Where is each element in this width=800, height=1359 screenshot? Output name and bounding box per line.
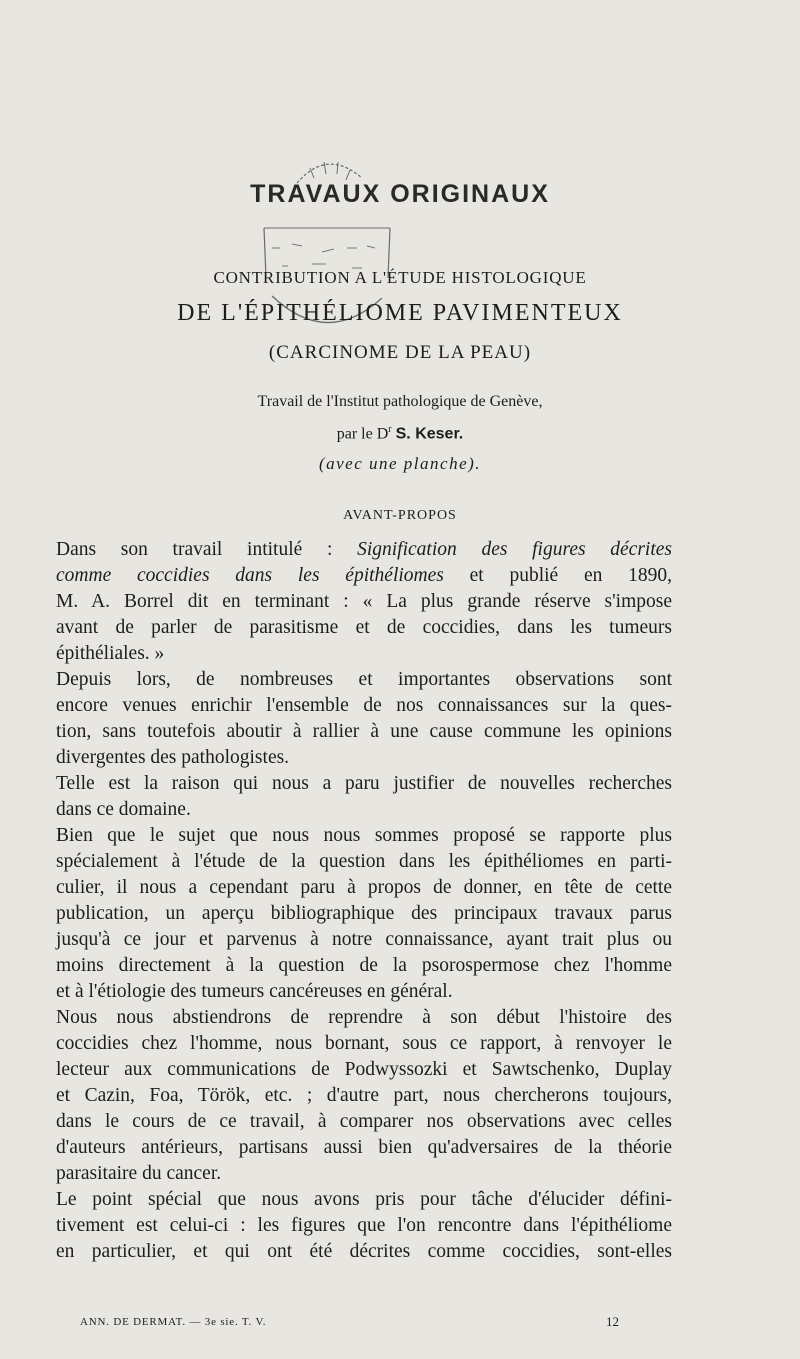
- text-line: coccidies chez l'homme, nous bornant, sous ce rapport, à renvoyer le: [56, 1033, 672, 1054]
- text-line: divergentes des pathologistes.: [56, 747, 290, 768]
- paragraph-4: [56, 823, 672, 1005]
- text-line: spécialement à l'étude de la question dans les épithéliomes en parti-: [56, 851, 672, 872]
- article-title-line2: DE L'ÉPITHÉLIOME PAVIMENTEUX: [177, 300, 623, 326]
- running-footer: ANN. DE DERMAT. — 3e sie. T. V.: [80, 1316, 267, 1328]
- text-line: Depuis lors, de nombreuses et importantes observations sont: [56, 669, 672, 690]
- paragraph-2: [56, 667, 672, 771]
- text-line: avant de parler de parasitisme et de coccidies, dans les tumeurs: [56, 617, 672, 638]
- text-line: dans ce domaine.: [56, 799, 191, 820]
- text-line: en particulier, et qui ont été décrites comme coccidies, sont-elles: [56, 1241, 672, 1262]
- author-prefix: par le D: [336, 425, 389, 443]
- text-line: parasitaire du cancer.: [56, 1163, 222, 1184]
- text-line: et à l'étiologie des tumeurs cancéreuses en général.: [56, 981, 453, 1002]
- text-line: et Cazin, Foa, Török, etc. ; d'autre part, nous chercherons toujours,: [56, 1085, 672, 1106]
- text-line: tion, sans toutefois aboutir à rallier à une cause commune les opinions: [56, 721, 672, 742]
- text-line: moins directement à la question de la psorospermose chez l'homme: [56, 955, 672, 976]
- author-prefix-sup: r: [388, 424, 392, 435]
- foreword-heading: AVANT-PROPOS: [343, 508, 457, 523]
- paragraph-5: [56, 1005, 672, 1187]
- text-line: encore venues enrichir l'ensemble de nos connaissances sur la ques-: [56, 695, 672, 716]
- text-line: M. A. Borrel dit en terminant : « La plus grande réserve s'impose: [56, 591, 672, 612]
- text-line: épithéliales. »: [56, 643, 165, 664]
- plate-note: (avec une planche).: [318, 454, 482, 473]
- paragraph-6: [56, 1187, 672, 1265]
- author-line: [0, 424, 800, 443]
- text-line: culier, il nous a cependant paru à propos de donner, en tête de cette: [56, 877, 672, 898]
- text-line: Bien que le sujet que nous nous sommes proposé se rapporte plus: [56, 825, 672, 846]
- text-line: dans le cours de ce travail, à comparer nos observations avec celles: [56, 1111, 672, 1132]
- text-line: tivement est celui-ci : les figures que l'on rencontre dans l'épithéliome: [56, 1215, 672, 1236]
- body-text: [56, 537, 672, 1265]
- text-line: Dans son travail intitulé : Signification des figures décrites: [56, 539, 672, 560]
- text-line: Le point spécial que nous avons pris pour tâche d'élucider défini-: [56, 1189, 672, 1210]
- paragraph-1: [56, 537, 672, 667]
- text-line: comme coccidies dans les épithéliomes et publié en 1890,: [56, 565, 673, 586]
- text-line: d'auteurs antérieurs, partisans aussi bien qu'adversaires de la théorie: [56, 1137, 672, 1158]
- text-line: jusqu'à ce jour et parvenus à notre connaissance, ayant trait plus ou: [56, 929, 672, 950]
- article-title-line3: (CARCINOME DE LA PEAU): [268, 342, 532, 363]
- text-line: Nous nous abstiendrons de reprendre à son début l'histoire des: [56, 1007, 672, 1028]
- text-line: Telle est la raison qui nous a paru justifier de nouvelles recherches: [56, 773, 672, 794]
- section-label: TRAVAUX ORIGINAUX: [250, 180, 550, 208]
- article-title-line1: CONTRIBUTION A L'ÉTUDE HISTOLOGIQUE: [213, 268, 587, 287]
- text-line: publication, un aperçu bibliographique des principaux travaux parus: [56, 903, 672, 924]
- author-name: S. Keser.: [395, 425, 464, 443]
- institution-line: Travail de l'Institut pathologique de Genève,: [257, 393, 543, 410]
- page-number: 12: [606, 1314, 619, 1329]
- paragraph-3: [56, 771, 672, 823]
- text-line: lecteur aux communications de Podwyssozki et Sawtschenko, Duplay: [56, 1059, 672, 1080]
